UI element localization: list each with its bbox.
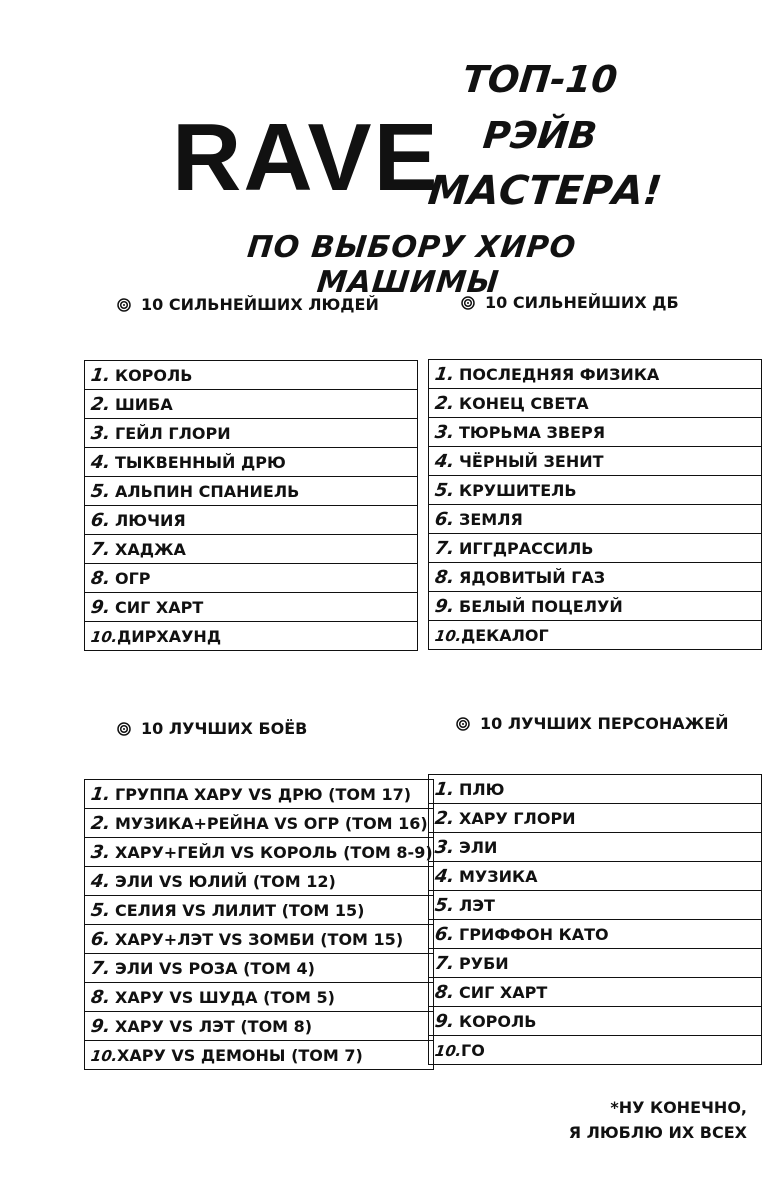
table-row — [429, 804, 762, 833]
rank-number: 7. — [89, 538, 112, 560]
rank-number: 3. — [433, 421, 456, 443]
rank-text: ХАРУ VS ДЕМОНЫ (ТОМ 7) — [117, 1045, 363, 1065]
spiral-icon — [117, 298, 131, 312]
table-row — [85, 419, 418, 448]
rank-number: 7. — [89, 957, 112, 979]
rank-number: 4. — [89, 870, 112, 892]
strongest-db-table — [428, 359, 762, 650]
rank-text: ОГР — [115, 568, 151, 588]
table-row — [429, 447, 762, 476]
rank-number: 9. — [89, 596, 112, 618]
section-title-text: 10 СИЛЬНЕЙШИХ ЛЮДЕЙ — [141, 295, 379, 314]
rank-number: 1. — [433, 778, 456, 800]
rank-text: ГРУППА ХАРУ VS ДРЮ (ТОМ 17) — [115, 784, 412, 804]
rank-number: 8. — [89, 986, 112, 1008]
rank-number: 10. — [89, 1046, 119, 1065]
rank-text: ГО — [461, 1040, 485, 1060]
rank-text: ХАРУ VS ЛЭТ (ТОМ 8) — [115, 1016, 313, 1036]
rank-number: 6. — [433, 923, 456, 945]
rank-number: 5. — [433, 479, 456, 501]
table-row — [429, 505, 762, 534]
strongest-people-table — [84, 360, 418, 651]
rank-text: РУБИ — [459, 953, 509, 973]
rank-text: ЗЕМЛЯ — [459, 509, 523, 529]
section-title-text: 10 СИЛЬНЕЙШИХ ДБ — [485, 293, 679, 312]
rank-text: ТЫКВЕННЫЙ ДРЮ — [115, 452, 286, 472]
rank-text: КОРОЛЬ — [459, 1011, 537, 1031]
table-row — [429, 389, 762, 418]
rank-text: ХАРУ+ЛЭТ VS ЗОМБИ (ТОМ 15) — [115, 929, 404, 949]
rank-number: 9. — [433, 595, 456, 617]
table-row — [85, 867, 434, 896]
spiral-icon — [456, 717, 470, 731]
rank-number: 2. — [89, 812, 112, 834]
table-row — [429, 418, 762, 447]
table-row — [85, 361, 418, 390]
rank-text: ГЕЙЛ ГЛОРИ — [115, 423, 231, 443]
rank-text: ШИБА — [115, 394, 173, 414]
rank-text: КОРОЛЬ — [115, 365, 193, 385]
table-row — [429, 563, 762, 592]
table-row — [429, 1036, 762, 1065]
section-title-text: 10 ЛУЧШИХ ПЕРСОНАЖЕЙ — [480, 714, 729, 733]
best-battles-table — [84, 779, 434, 1070]
table-row — [85, 1041, 434, 1070]
rank-number: 2. — [433, 807, 456, 829]
rank-text: БЕЛЫЙ ПОЦЕЛУЙ — [459, 596, 623, 616]
rank-number: 8. — [433, 566, 456, 588]
rank-number: 5. — [433, 894, 456, 916]
table-row — [85, 809, 434, 838]
rank-text: ХАРУ VS ШУДА (ТОМ 5) — [115, 987, 335, 1007]
table-row — [85, 983, 434, 1012]
section-title-best-characters — [456, 714, 729, 733]
rank-text: СИГ ХАРТ — [459, 982, 548, 1002]
rank-text: АЛЬПИН СПАНИЕЛЬ — [115, 481, 300, 501]
rank-text: ЭЛИ — [459, 837, 498, 857]
table-row — [85, 564, 418, 593]
rank-number: 7. — [433, 952, 456, 974]
rank-text: ЧЁРНЫЙ ЗЕНИТ — [459, 451, 604, 471]
table-row — [85, 593, 418, 622]
rank-number: 9. — [89, 1015, 112, 1037]
table-row — [85, 390, 418, 419]
rank-text: ДЕКАЛОГ — [461, 625, 549, 645]
rank-number: 1. — [433, 363, 456, 385]
section-title-text: 10 ЛУЧШИХ БОЁВ — [141, 719, 308, 738]
rank-number: 1. — [89, 783, 112, 805]
rank-text: СЕЛИЯ VS ЛИЛИТ (ТОМ 15) — [115, 900, 365, 920]
rank-number: 3. — [89, 841, 112, 863]
table-row — [85, 896, 434, 925]
rank-text: МУЗИКА+РЕЙНА VS ОГР (ТОМ 16) — [115, 813, 428, 833]
rank-text: ТЮРЬМА ЗВЕРЯ — [459, 422, 606, 442]
rank-number: 3. — [89, 422, 112, 444]
table-row — [429, 592, 762, 621]
rank-number: 4. — [433, 865, 456, 887]
rank-number: 8. — [89, 567, 112, 589]
rank-text: ЯДОВИТЫЙ ГАЗ — [459, 567, 606, 587]
rank-number: 6. — [89, 928, 112, 950]
footnote — [569, 1095, 747, 1145]
rank-number: 10. — [433, 626, 463, 645]
table-row — [85, 925, 434, 954]
spiral-icon — [117, 722, 131, 736]
table-row — [429, 978, 762, 1007]
rank-text: ГРИФФОН КАТО — [459, 924, 609, 944]
table-row — [85, 535, 418, 564]
best-characters-table — [428, 774, 762, 1065]
rank-text: ЛЮЧИЯ — [115, 510, 186, 530]
rank-number: 8. — [433, 981, 456, 1003]
rank-number: 2. — [89, 393, 112, 415]
table-row — [85, 838, 434, 867]
table-row — [429, 775, 762, 804]
rank-text: ЭЛИ VS ЮЛИЙ (ТОМ 12) — [115, 871, 336, 891]
rank-text: ИГГДРАССИЛЬ — [459, 538, 594, 558]
rank-number: 5. — [89, 899, 112, 921]
rank-text: МУЗИКА — [459, 866, 538, 886]
table-row — [85, 954, 434, 983]
rank-number: 10. — [433, 1041, 463, 1060]
rank-text: ХАРУ ГЛОРИ — [459, 808, 576, 828]
rank-number: 4. — [433, 450, 456, 472]
rank-text: ПЛЮ — [459, 779, 505, 799]
table-row — [85, 780, 434, 809]
table-row — [429, 1007, 762, 1036]
section-title-strongest-people — [117, 295, 379, 314]
table-row — [429, 476, 762, 505]
section-title-best-battles — [117, 719, 307, 738]
rank-number: 6. — [433, 508, 456, 530]
rank-number: 9. — [433, 1010, 456, 1032]
table-row — [85, 1012, 434, 1041]
rank-text: ЛЭТ — [459, 895, 495, 915]
rank-number: 10. — [89, 627, 119, 646]
title-line-2: РЭЙВ — [481, 114, 599, 157]
table-row — [85, 622, 418, 651]
rank-text: ХАДЖА — [115, 539, 186, 559]
rank-text: ЭЛИ VS РОЗА (ТОМ 4) — [115, 958, 315, 978]
table-row — [429, 534, 762, 563]
table-row — [85, 506, 418, 535]
rank-text: ПОСЛЕДНЯЯ ФИЗИКА — [459, 364, 660, 384]
rank-number: 6. — [89, 509, 112, 531]
rank-number: 1. — [89, 364, 112, 386]
table-row — [429, 949, 762, 978]
table-row — [429, 891, 762, 920]
title-line-1: ТОП-10 — [460, 58, 620, 101]
table-row — [85, 477, 418, 506]
table-row — [429, 862, 762, 891]
rank-text: СИГ ХАРТ — [115, 597, 204, 617]
footnote-line-2: Я ЛЮБЛЮ ИХ ВСЕХ — [568, 1123, 747, 1142]
table-row — [429, 621, 762, 650]
footnote-line-1: *НУ КОНЕЧНО, — [610, 1098, 747, 1117]
section-title-strongest-db — [461, 293, 679, 312]
table-row — [85, 448, 418, 477]
page-subtitle: ПО ВЫБОРУ ХИРО МАШИМЫ — [245, 230, 579, 300]
table-row — [429, 360, 762, 389]
title-line-3: МАСТЕРА! — [425, 168, 665, 214]
table-row — [429, 920, 762, 949]
rank-number: 4. — [89, 451, 112, 473]
rank-number: 5. — [89, 480, 112, 502]
rank-number: 7. — [433, 537, 456, 559]
table-row — [429, 833, 762, 862]
rank-text: КРУШИТЕЛЬ — [459, 480, 577, 500]
rank-number: 2. — [433, 392, 456, 414]
spiral-icon — [461, 296, 475, 310]
rave-logo: RAVE — [172, 104, 440, 211]
rank-text: ДИРХАУНД — [117, 626, 222, 646]
rank-text: ХАРУ+ГЕЙЛ VS КОРОЛЬ (ТОМ 8-9) — [115, 842, 433, 862]
rank-text: КОНЕЦ СВЕТА — [459, 393, 589, 413]
rank-number: 3. — [433, 836, 456, 858]
